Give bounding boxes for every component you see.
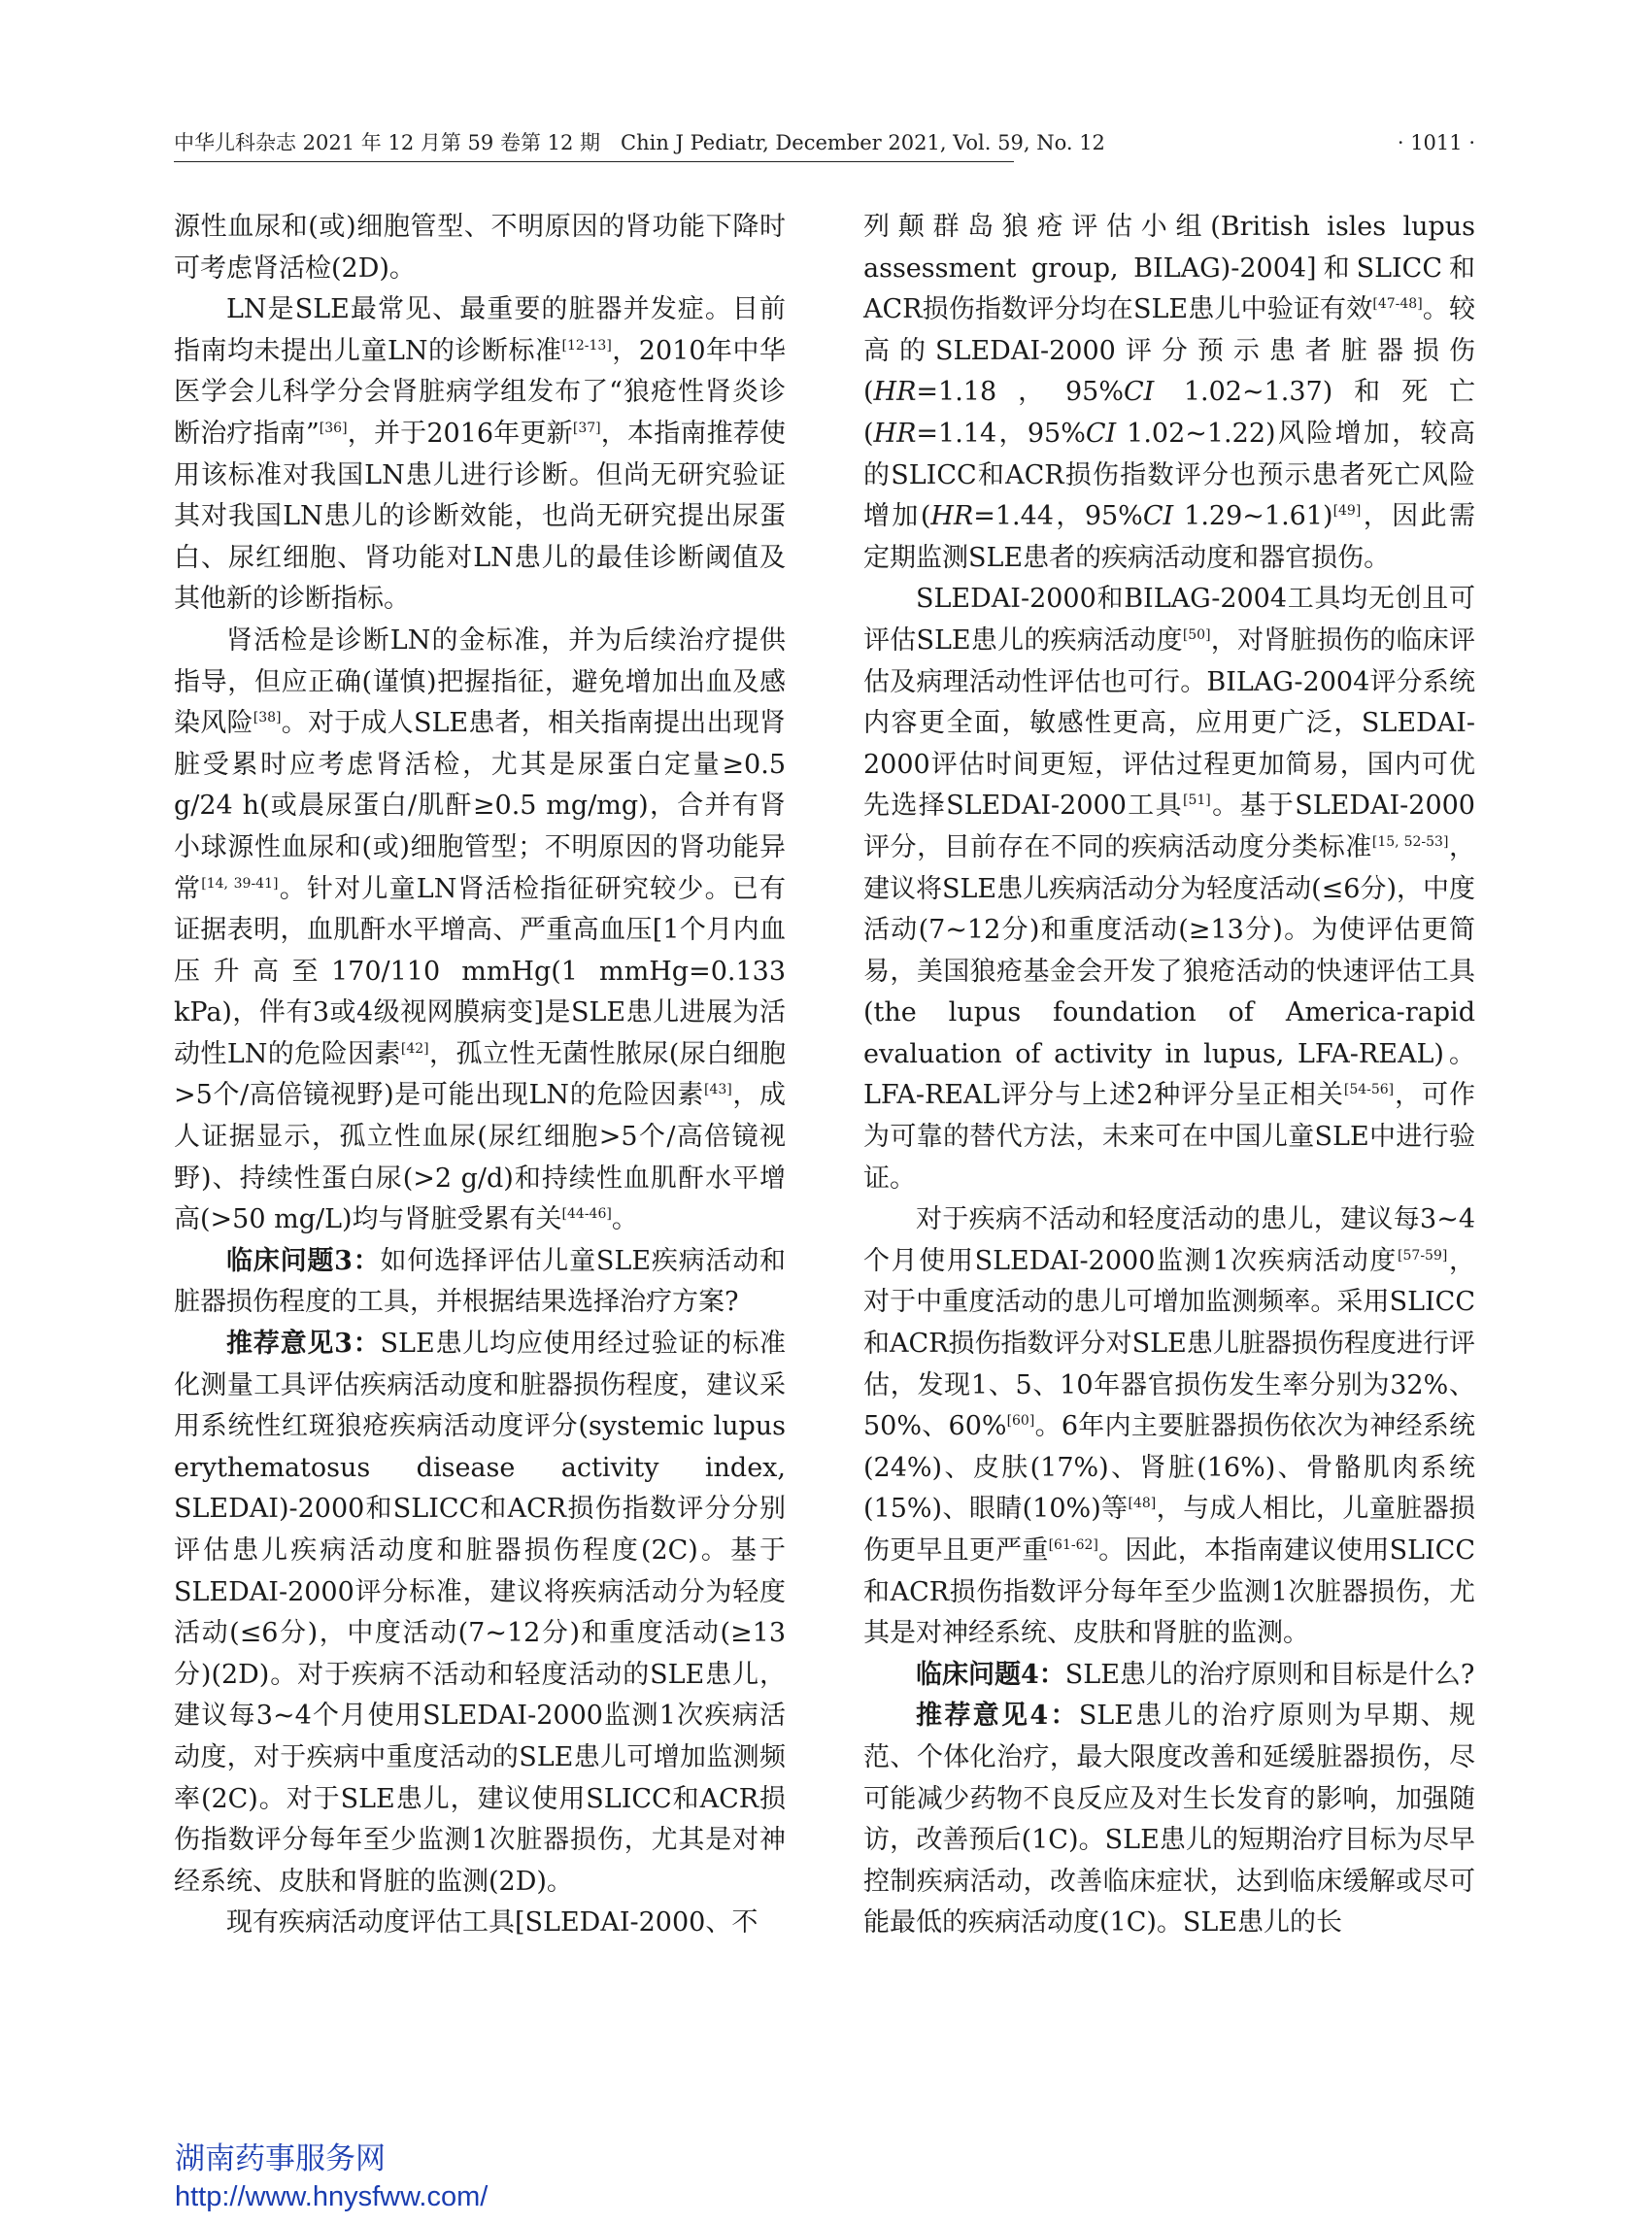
citation: [49] — [1332, 503, 1362, 520]
citation: [15, 52-53] — [1371, 833, 1449, 850]
question-label: 临床问题4： — [916, 1659, 1065, 1690]
recommendation-label: 推荐意见4： — [916, 1701, 1079, 1732]
page-number: · 1011 · — [1397, 131, 1475, 154]
watermark-site-url[interactable]: http://www.hnysfww.com/ — [175, 2181, 489, 2212]
citation: [44-46] — [561, 1206, 612, 1223]
paragraph: 现有疾病活动度评估工具[SLEDAI-2000、不 — [226, 1907, 759, 1938]
citation: [50] — [1182, 626, 1211, 643]
recommendation-label: 推荐意见3： — [226, 1329, 381, 1360]
citation: [42] — [400, 1040, 429, 1057]
citation: [36] — [319, 420, 348, 436]
citation: [37] — [572, 420, 601, 436]
citation: [47-48] — [1372, 296, 1423, 313]
citation: [51] — [1182, 792, 1211, 809]
citation: [14, 39-41] — [201, 875, 279, 892]
citation: [61-62] — [1048, 1537, 1098, 1553]
citation: [43] — [703, 1082, 732, 1098]
paragraph: 列颠群岛狼疮评估小组(British isles lupus assessment group, BILAG)-2004]和SLICC和ACR损伤指数评分均在SLE患儿中验证有效[47-48]。较高的SLEDAI-2000评分预示患者脏器损伤(HR=1.18，95%CI 1.02~1.37)和死亡(HR=1.14，95%CI 1.02~1.22)风险增加，较高的SLICC和ACR损伤指数评分也预示患者死亡风险增加(HR=1.44，95%CI 1.29~1.61)[49]，因此需定期监测SLE患者的疾病活动度和器官损伤。 — [863, 212, 1476, 573]
paragraph: 对于疾病不活动和轻度活动的患儿，建议每3~4个月使用SLEDAI-2000监测1次疾病活动度[57-59]，对于中重度活动的患儿可增加监测频率。采用SLICC和ACR损伤指数评分对SLE患儿脏器损伤程度进行评估，发现1、5、10年器官损伤发生率分别为32%、50%、60%[60]。6年内主要脏器损伤依次为神经系统(24%)、皮肤(17%)、肾脏(16%)、骨骼肌肉系统(15%)、眼睛(10%)等[48]，与成人相比，儿童脏器损伤更早且更严重[61-62]。因此，本指南建议使用SLICC和ACR损伤指数评分每年至少监测1次脏器损伤，尤其是对神经系统、皮肤和肾脏的监测。 — [863, 1204, 1475, 1649]
citation: [48] — [1128, 1496, 1157, 1512]
citation: [38] — [253, 710, 282, 726]
recommendation-3: 推荐意见3：SLE患儿均应使用经过验证的标准化测量工具评估疾病活动度和脏器损伤程度，建议采用系统性红斑狼疮疾病活动度评分(systemic lupus erythematosus disease activity index, SLEDAI)-2000和SLICC和ACR损伤指数评分分别评估患儿疾病活动度和脏器损伤程度(2C)。基于SLEDAI-2000评分标准，建议将疾病活动分为轻度活动(≤6分)，中度活动(7~12分)和重度活动(≥13分)(2D)。对于疾病不活动和轻度活动的SLE患儿，建议每3~4个月使用SLEDAI-2000监测1次疾病活动度，对于疾病中重度活动的SLE患儿可增加监测频率(2C)。对于SLE患儿，建议使用SLICC和ACR损伤指数评分每年至少监测1次脏器损伤，尤其是对神经系统、皮肤和肾脏的监测(2D)。 — [174, 1329, 786, 1897]
paragraph: 肾活检是诊断LN的金标准，并为后续治疗提供指导，但应正确(谨慎)把握指征，避免增加出血及感染风险[38]。对于成人SLE患者，相关指南提出出现肾脏受累时应考虑肾活检，尤其是尿蛋白定量≥0.5 g/24 h(或晨尿蛋白/肌酐≥0.5 mg/mg)，合并有肾小球源性血尿和(或)细胞管型；不明原因的肾功能异常[14, 39-41]。针对儿童LN肾活检指征研究较少。已有证据表明，血肌酐水平增高、严重高血压[1个月内血压升高至170/110 mmHg(1 mmHg=0.133 kPa)，伴有3或4级视网膜病变]是SLE患儿进展为活动性LN的危险因素[42]，孤立性无菌性脓尿(尿白细胞>5个/高倍镜视野)是可能出现LN的危险因素[43]，成人证据显示，孤立性血尿(尿红细胞>5个/高倍镜视野)、持续性蛋白尿(>2 g/d)和持续性血肌酐水平增高(>50 mg/L)均与肾脏受累有关[44-46]。 — [174, 624, 787, 1235]
question-label: 临床问题3： — [226, 1245, 381, 1276]
citation: [12-13] — [561, 337, 612, 354]
citation: [57-59] — [1398, 1247, 1448, 1264]
clinical-question-3: 临床问题3：如何选择评估儿童SLE疾病活动和脏器损伤程度的工具，并根据结果选择治疗方案? — [174, 1245, 786, 1318]
paragraph: 源性血尿和(或)细胞管型、不明原因的肾功能下降时可考虑肾活检(2D)。 — [174, 212, 786, 284]
right-column — [863, 207, 1475, 1944]
paragraph: SLEDAI-2000和BILAG-2004工具均无创且可评估SLE患儿的疾病活动度[50]，对肾脏损伤的临床评估及病理活动性评估也可行。BILAG-2004评分系统内容更全面，敏感性更高，应用更广泛，SLEDAI-2000评估时间更短，评估过程更加简易，国内可优先选择SLEDAI-2000工具[51]。基于SLEDAI-2000评分，目前存在不同的疾病活动度分类标准[15, 52-53]，建议将SLE患儿疾病活动分为轻度活动(≤6分)，中度活动(7~12分)和重度活动(≥13分)。为使评估更简易，美国狼疮基金会开发了狼疮活动的快速评估工具(the lupus foundation of America-rapid evaluation of activity in lupus, LFA-REAL)。LFA-REAL评分与上述2种评分呈正相关[54-56]，可作为可靠的替代方法，未来可在中国儿童SLE中进行验证。 — [863, 584, 1476, 1194]
paragraph: LN是SLE最常见、最重要的脏器并发症。目前指南均未提出儿童LN的诊断标准[12-13]，2010年中华医学会儿科学分会肾脏病学组发布了“狼疮性肾炎诊断治疗指南”[36]，并于2016年更新[37]，本指南推荐使用该标准对我国LN患儿进行诊断。但尚无研究验证其对我国LN患儿的诊断效能，也尚无研究提出尿蛋白、尿红细胞、肾功能对LN患儿的最佳诊断阈值及其他新的诊断指标。 — [174, 294, 786, 615]
running-header — [174, 126, 1475, 159]
clinical-question-4: 临床问题4：SLE患儿的治疗原则和目标是什么? — [916, 1659, 1475, 1690]
citation: [54-56] — [1343, 1082, 1395, 1098]
watermark-site-name: 湖南药事服务网 — [175, 2141, 386, 2175]
recommendation-4: 推荐意见4：SLE患儿的治疗原则为早期、规范、个体化治疗，最大限度改善和延缓脏器损伤，尽可能减少药物不良反应及对生长发育的影响，加强随访，改善预后(1C)。SLE患儿的短期治疗目标为尽早控制疾病活动，改善临床症状，达到临床缓解或尽可能最低的疾病活动度(1C)。SLE患儿的长 — [863, 1701, 1475, 1938]
header-rule — [174, 161, 1014, 162]
citation: [60] — [1006, 1413, 1035, 1430]
left-column — [174, 207, 786, 1944]
journal-info: 中华儿科杂志 2021 年 12 月第 59 卷第 12 期 Chin J Pediatr, December 2021, Vol. 59, No. 12 — [174, 131, 1105, 154]
